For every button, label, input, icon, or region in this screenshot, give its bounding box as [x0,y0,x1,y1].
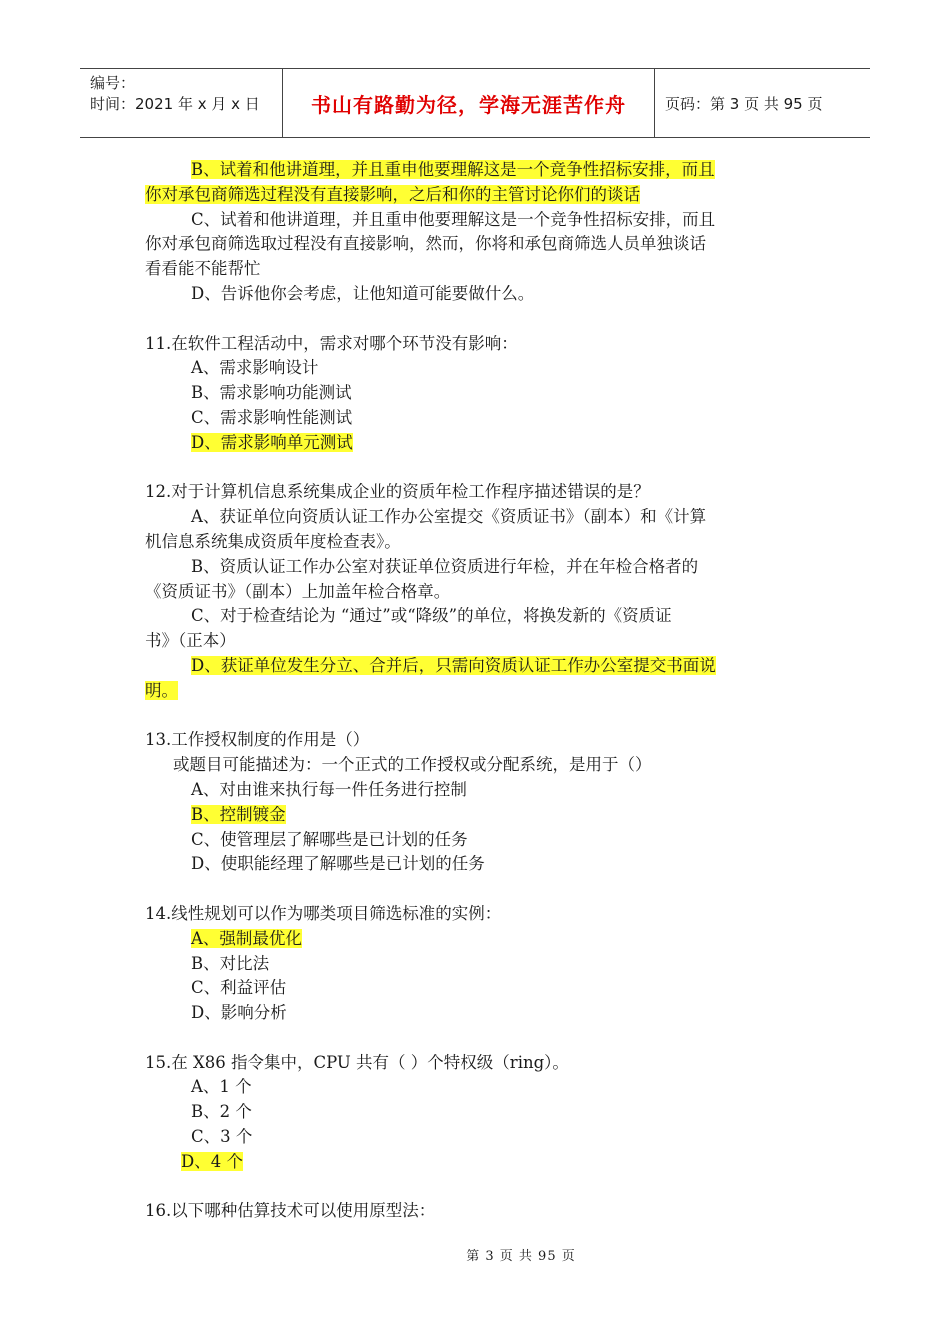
header-motto-cell [283,69,655,137]
option-text: 你对承包商筛选过程没有直接影响，之后和你的主管讨论你们的谈话 [145,184,640,204]
page-info: 页码：第 3 页 共 95 页 [665,94,823,113]
question-text: 13.工作授权制度的作用是（） [145,730,370,750]
answer-highlight: A、强制最优化 [191,928,302,948]
date-label: 时间：2021 年 x 月 x 日 [90,95,260,113]
option-text: 《资质证书》（副本）上加盖年检合格章。 [145,581,451,601]
option-text: A、获证单位向资质认证工作办公室提交《资质证书》（副本）和《计算 [191,507,707,527]
question-note: 或题目可能描述为：一个正式的工作授权或分配系统，是用于（） [173,755,652,775]
option-text: 书》（正本） [145,631,236,651]
answer-highlight: 明。 [145,680,178,700]
option-text: A、1 个 [191,1077,252,1097]
option-text: D、使职能经理了解哪些是已计划的任务 [191,854,485,874]
option-text: C、利益评估 [191,978,287,998]
option-text: 机信息系统集成资质年度检查表》。 [145,531,401,551]
option-text: B、2 个 [191,1102,252,1122]
option-text: D、告诉他你会考虑，让他知道可能要做什么。 [191,283,535,303]
question-text: 16.以下哪种估算技术可以使用原型法： [145,1201,436,1221]
option-text: C、对于检查结论为 “通过”或“降级”的单位，将换发新的《资质证 [191,606,672,626]
answer-highlight: B、控制镀金 [191,804,286,824]
option-text: 看看能不能帮忙 [145,259,261,279]
page-footer: 第 3 页 共 95 页 [466,1249,576,1264]
header-meta [80,69,283,137]
option-text: C、使管理层了解哪些是已计划的任务 [191,829,468,849]
option-text: A、需求影响设计 [191,358,319,378]
option-text: B、资质认证工作办公室对获证单位资质进行年检，并在年检合格者的 [191,556,699,576]
option-text: A、对由谁来执行每一件任务进行控制 [191,779,467,799]
question-text: 12.对于计算机信息系统集成企业的资质年检工作程序描述错误的是？ [145,482,650,502]
option-text: B、需求影响功能测试 [191,383,352,403]
option-text: D、影响分析 [191,1003,287,1023]
option-text: B、对比法 [191,953,270,973]
question-text: 11.在软件工程活动中，需求对哪个环节没有影响： [145,333,518,353]
header-page-info [655,69,870,137]
option-text: 你对承包商筛选取过程没有直接影响，然而，你将和承包商筛选人员单独谈话 [145,234,706,254]
option-text: C、试着和他讲道理，并且重申他要理解这是一个竞争性招标安排，而且 [191,209,716,229]
option-text: C、需求影响性能测试 [191,407,353,427]
answer-highlight: D、4 个 [181,1151,243,1171]
document-body [145,158,800,1224]
question-text: 14.线性规划可以作为哪类项目筛选标准的实例： [145,903,502,923]
question-text: 15.在 X86 指令集中，CPU 共有（ ）个特权级（ring）。 [145,1052,569,1072]
page-header [80,68,870,138]
answer-highlight: D、需求影响单元测试 [191,432,353,452]
option-text: B、试着和他讲道理，并且重申他要理解这是一个竞争性招标安排，而且 [191,160,715,179]
option-text: C、3 个 [191,1127,253,1147]
answer-highlight: D、获证单位发生分立、合并后，只需向资质认证工作办公室提交书面说 [191,655,716,675]
code-label: 编号： [90,74,136,92]
header-motto: 书山有路勤为径，学海无涯苦作舟 [311,92,626,117]
